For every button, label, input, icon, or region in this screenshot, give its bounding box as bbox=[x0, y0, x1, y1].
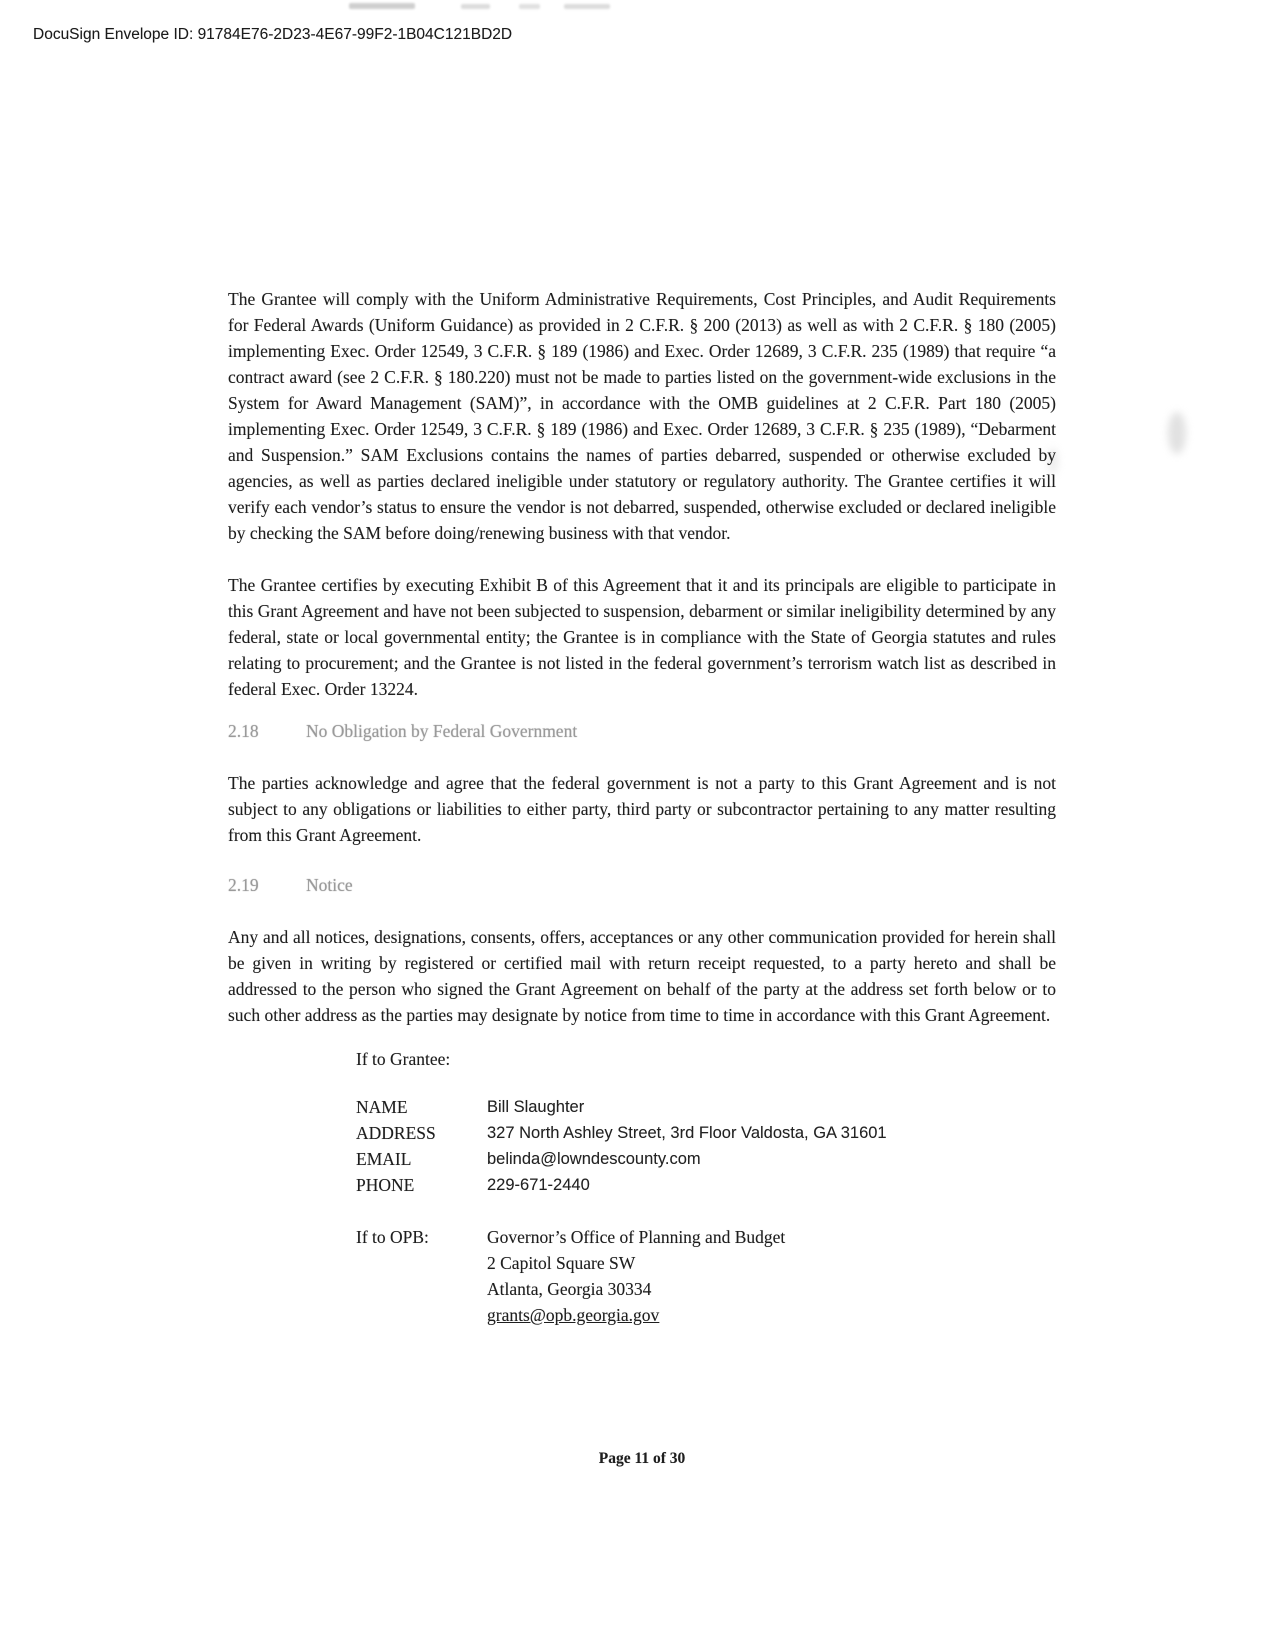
opb-city-line: Atlanta, Georgia 30334 bbox=[487, 1279, 652, 1299]
opb-contact-block bbox=[356, 1224, 1056, 1328]
field-label-address: ADDRESS bbox=[356, 1123, 436, 1143]
field-value-phone: 229-671-2440 bbox=[487, 1176, 590, 1194]
field-value-address: 327 North Ashley Street, 3rd Floor Valdosta, GA 31601 bbox=[487, 1124, 887, 1142]
opb-address-lines bbox=[487, 1224, 785, 1328]
section-heading-2-18 bbox=[228, 718, 1056, 744]
if-to-grantee-label: If to Grantee: bbox=[356, 1049, 451, 1069]
contact-field-row bbox=[356, 1172, 1056, 1198]
field-label-email: EMAIL bbox=[356, 1149, 412, 1169]
opb-email-link[interactable]: grants@opb.georgia.gov bbox=[487, 1305, 660, 1325]
section-heading-2-19 bbox=[228, 872, 1056, 898]
paragraph-sam-compliance: The Grantee will comply with the Uniform Administrative Requirements, Cost Principles, and Audit Requirements for Federal Awards (Uniform Guidance) as provided in 2 C.F.R. § 200 (2013) as well as with 2 C.F.R. § 180 (2005) implementing Exec. Order 12549, 3 C.F.R. § 189 (1986) and Exec. Order 12689, 3 C.F.R. 235 (1989) that require “a contract award (see 2 C.F.R. § 180.220) must not be made to parties listed on the government-wide exclusions in the System for Award Management (SAM)”, in accordance with the OMB guidelines at 2 C.F.R. Part 180 (2005) implementing Exec. Order 12549, 3 C.F.R. § 189 (1986) and Exec. Order 12689, 3 C.F.R. § 235 (1989), “Debarment and Suspension.” SAM Exclusions contains the names of parties debarred, suspended or otherwise excluded by agencies, as well as parties declared ineligible under statutory or regulatory authority. The Grantee certifies it will verify each vendor’s status to ensure the vendor is not debarred, suspended, otherwise excluded or declared ineligible by checking the SAM before doing/renewing business with that vendor. bbox=[228, 289, 1056, 543]
paragraph-no-federal-obligation: The parties acknowledge and agree that the federal government is not a party to this Grant Agreement and is not subject to any obligations or liabilities to either party, third party or subcontractor pertaining to any matter resulting from this Grant Agreement. bbox=[228, 773, 1056, 845]
opb-street-line: 2 Capitol Square SW bbox=[487, 1253, 636, 1273]
docusign-envelope-id: DocuSign Envelope ID: 91784E76-2D23-4E67-99F2-1B04C121BD2D bbox=[33, 26, 513, 43]
section-number: 2.18 bbox=[228, 721, 259, 741]
scan-artifact bbox=[349, 3, 415, 9]
field-label-name: NAME bbox=[356, 1097, 408, 1117]
contact-field-row bbox=[356, 1094, 1056, 1120]
grantee-contact-fields bbox=[356, 1094, 1056, 1198]
field-label-phone: PHONE bbox=[356, 1175, 415, 1195]
field-value-email: belinda@lowndescounty.com bbox=[487, 1150, 701, 1168]
contact-field-row bbox=[356, 1146, 1056, 1172]
scan-artifact bbox=[564, 4, 610, 9]
section-title: Notice bbox=[306, 875, 353, 895]
paragraph-notice-terms: Any and all notices, designations, consents, offers, acceptances or any other communication provided for herein shall be given in writing by registered or certified mail with return receipt requested, to a party hereto and shall be addressed to the person who signed the Grant Agreement on behalf of the party at the address set forth below or to such other address as the parties may designate by notice from time to time in accordance with this Grant Agreement. bbox=[228, 927, 1056, 1025]
scan-artifact bbox=[519, 4, 540, 9]
paragraph-eligibility-certification: The Grantee certifies by executing Exhibit B of this Agreement that it and its principals are eligible to participate in this Grant Agreement and have not been subjected to suspension, debarment or similar ineligibility determined by any federal, state or local governmental entity; the Grantee is in compliance with the State of Georgia statutes and rules relating to procurement; and the Grantee is not listed in the federal government’s terrorism watch list as described in federal Exec. Order 13224. bbox=[228, 575, 1056, 699]
section-title: No Obligation by Federal Government bbox=[306, 721, 578, 741]
document-body bbox=[228, 286, 1056, 1328]
scan-smudge bbox=[1168, 412, 1186, 454]
opb-org-line: Governor’s Office of Planning and Budget bbox=[487, 1227, 786, 1247]
section-number: 2.19 bbox=[228, 875, 259, 895]
scan-artifact bbox=[461, 4, 490, 9]
page-number-footer: Page 11 of 30 bbox=[598, 1450, 686, 1467]
contact-field-row bbox=[356, 1120, 1056, 1146]
field-value-name: Bill Slaughter bbox=[487, 1098, 585, 1116]
if-to-opb-label: If to OPB: bbox=[356, 1227, 429, 1247]
